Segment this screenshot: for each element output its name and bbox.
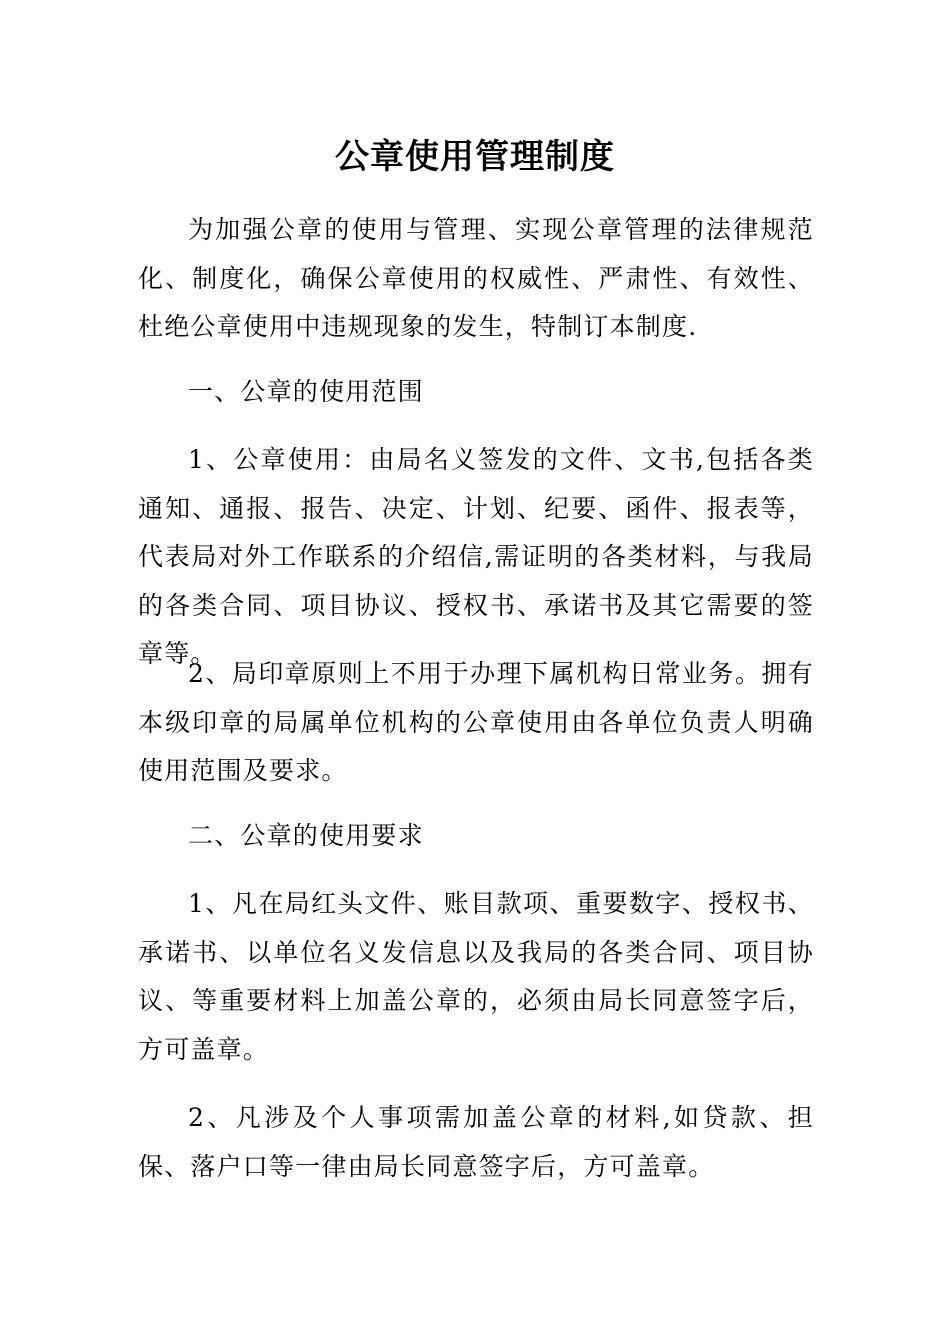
usage-requirements-item-2: 2、凡涉及个人事项需加盖公章的材料,如贷款、担保、落户口等一律由局长同意签字后，方可盖章。	[138, 1103, 814, 1181]
usage-scope-item-1: 1、公章使用：由局名义签发的文件、文书,包括各类通知、通报、报告、决定、计划、纪要、函件、报表等，代表局对外工作联系的介绍信,需证明的各类材料，与我局的各类合同、项目协议、授权书、承诺书及其它需要的签章等。	[138, 445, 814, 668]
usage-scope-item-2: 2、局印章原则上不用于办理下属机构日常业务。拥有本级印章的局属单位机构的公章使用由各单位负责人明确使用范围及要求。	[138, 659, 814, 785]
document-title: 公章使用管理制度	[335, 137, 615, 177]
section-heading-usage-scope: 一、公章的使用范围	[188, 377, 424, 406]
section-heading-usage-requirements: 二、公章的使用要求	[188, 821, 424, 850]
intro-paragraph: 为加强公章的使用与管理、实现公章管理的法律规范化、制度化，确保公章使用的权威性、严肃性、有效性、杜绝公章使用中违规现象的发生，特制订本制度.	[138, 215, 814, 341]
usage-requirements-item-1: 1、凡在局红头文件、账目款项、重要数字、授权书、承诺书、以单位名义发信息以及我局的各类合同、项目协议、等重要材料上加盖公章的，必须由局长同意签字后，方可盖章。	[138, 889, 814, 1064]
